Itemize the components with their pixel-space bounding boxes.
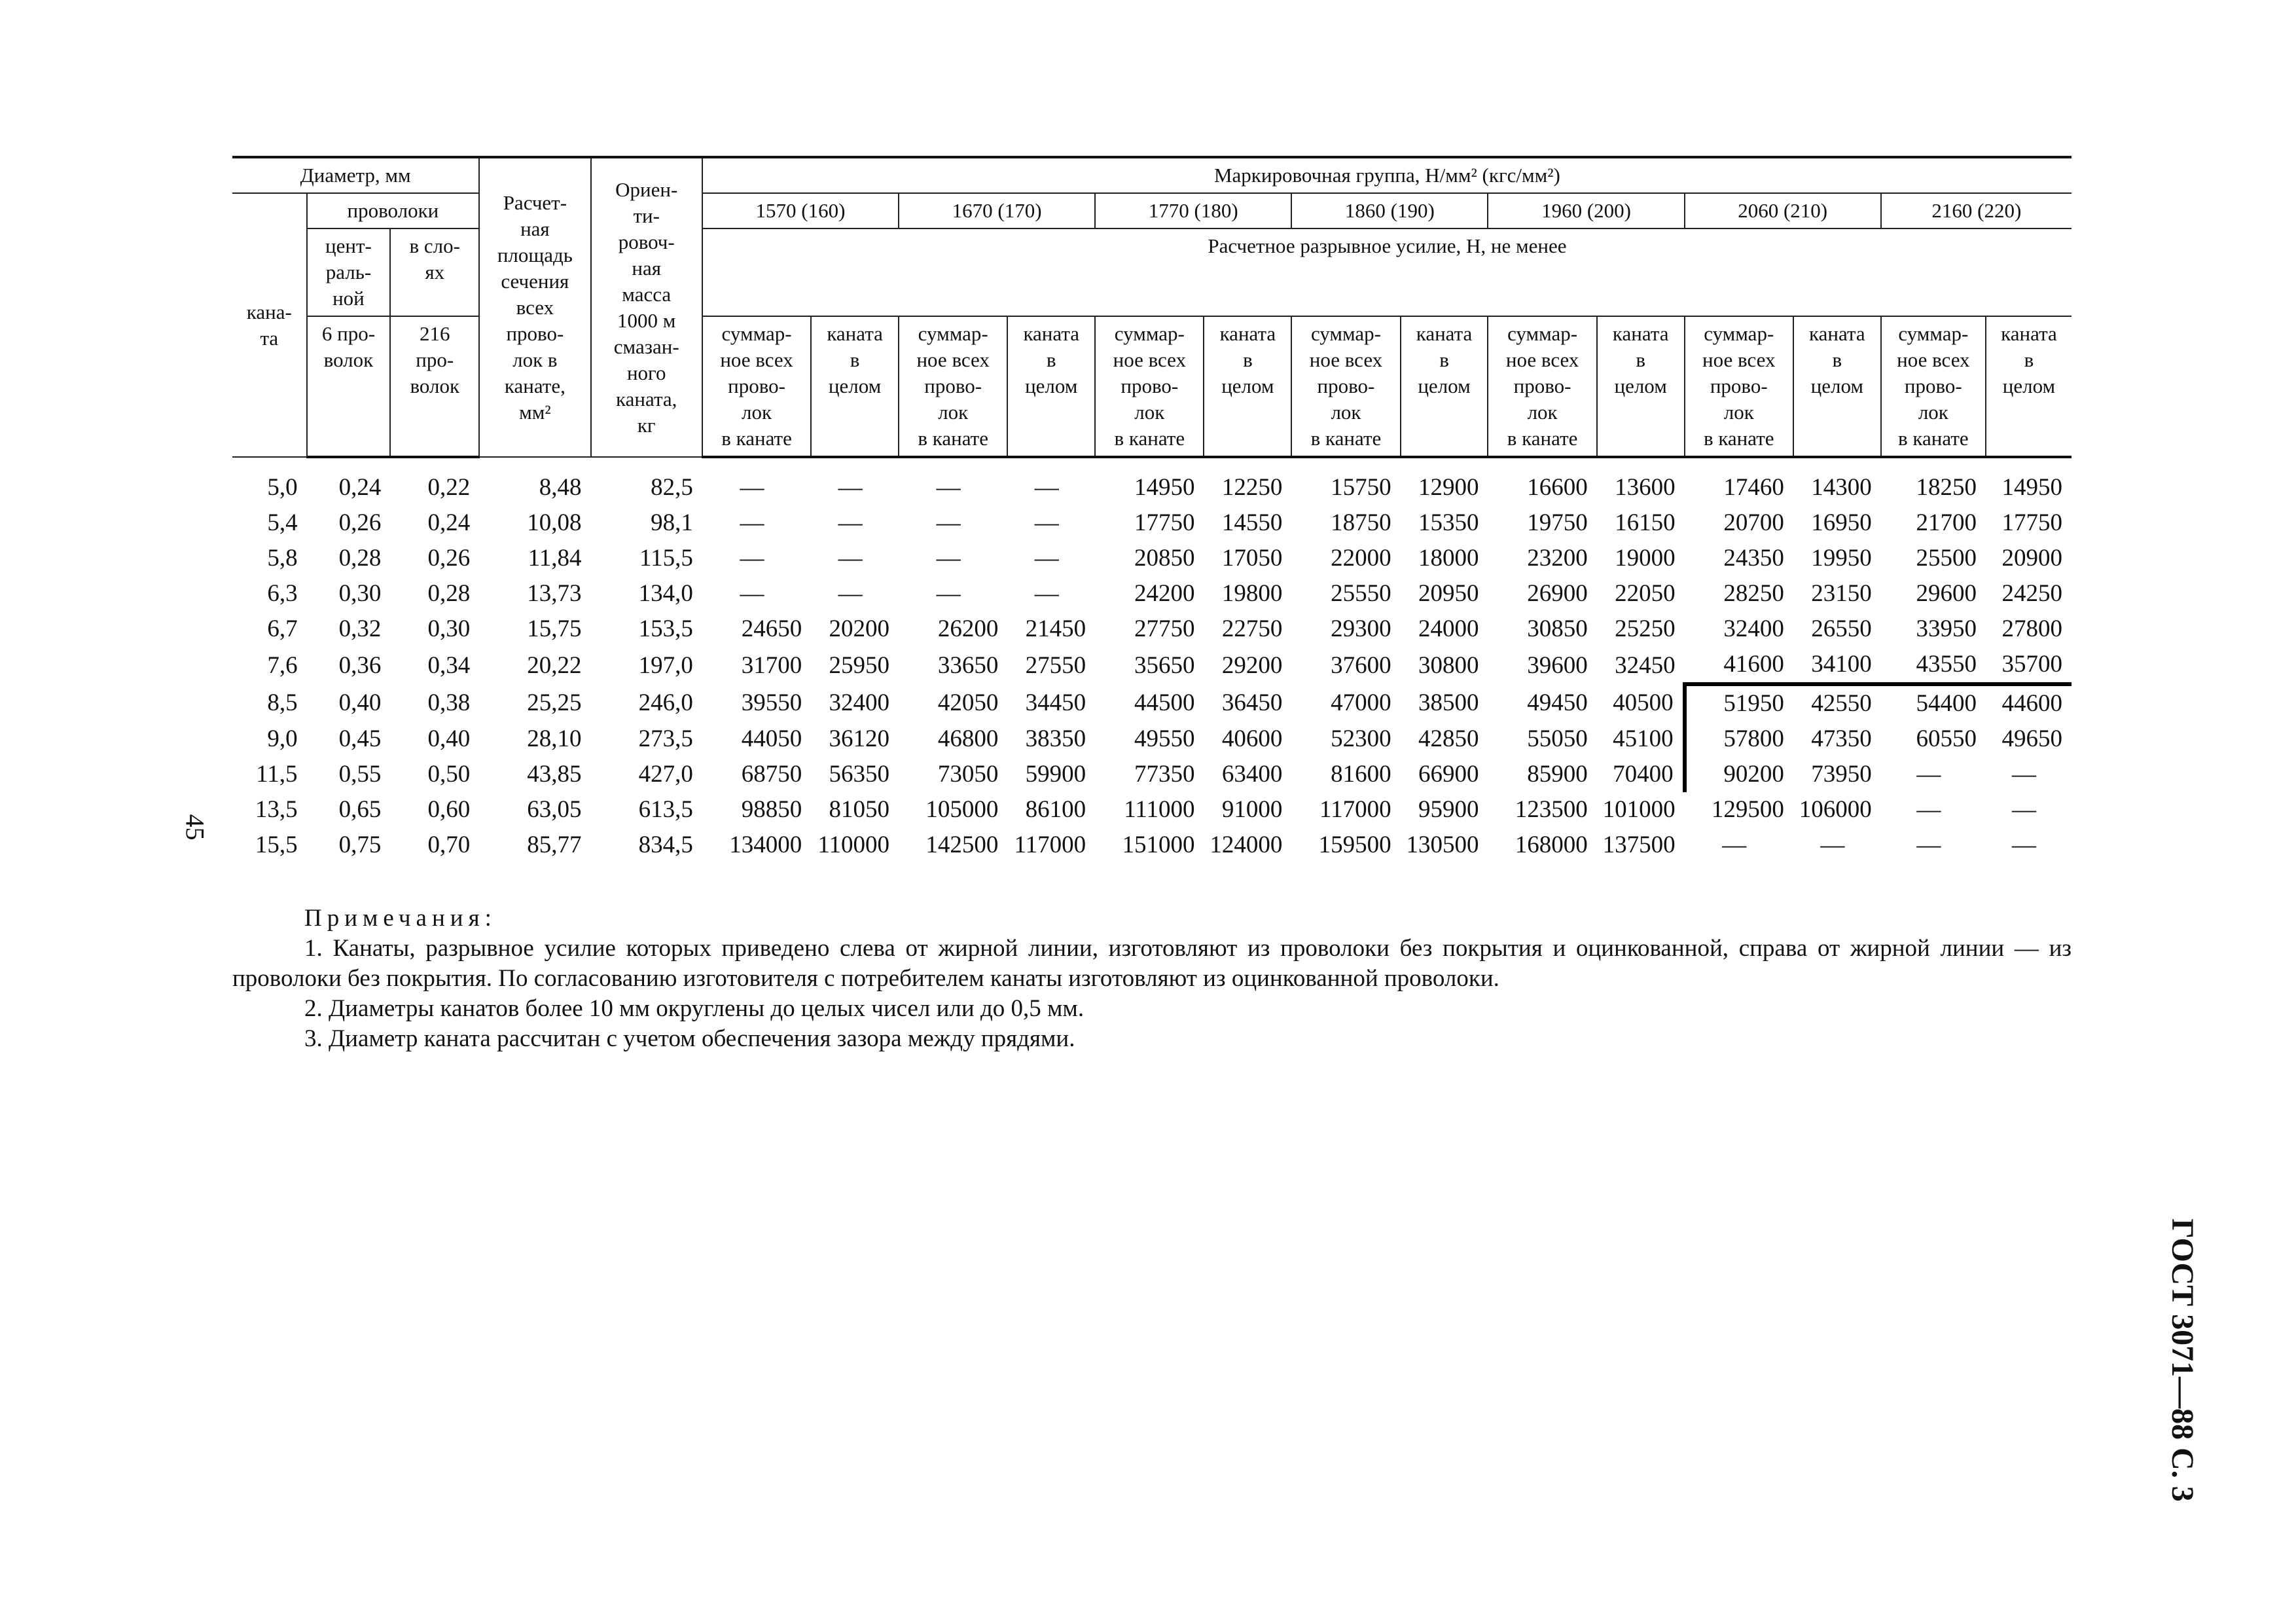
header-sum-wires: суммар- ное всех прово- лок в канате (1881, 316, 1986, 457)
table-cell: 45100 (1613, 725, 1674, 752)
table-cell: 0,34 (427, 651, 471, 679)
table-cell: 0,36 (338, 651, 382, 679)
table-cell: 106000 (1799, 796, 1872, 823)
header-sum-wires: суммар- ное всех прово- лок в канате (899, 316, 1007, 457)
table-cell: 17750 (1134, 509, 1195, 536)
table-cell: 43,85 (527, 761, 582, 788)
table-cell: — (1034, 580, 1059, 607)
table-cell: 32400 (1723, 615, 1784, 642)
table-cell: 98850 (741, 796, 802, 823)
table-body (232, 457, 2072, 863)
table-cell: 73950 (1811, 761, 1872, 788)
table-cell: 0,24 (427, 509, 471, 536)
table-cell: — (1034, 509, 1059, 536)
table-cell: 0,55 (338, 761, 382, 788)
table-cell: 38350 (1025, 725, 1086, 752)
table-cell: 23200 (1527, 545, 1588, 572)
table-cell: 29200 (1221, 651, 1283, 679)
table-cell: 63400 (1221, 761, 1283, 788)
table-cell: 101000 (1602, 796, 1676, 823)
table-cell: 168000 (1515, 831, 1588, 858)
header-sum-wires: суммар- ное всех прово- лок в канате (1685, 316, 1793, 457)
table-cell: 44600 (1986, 684, 2072, 721)
table-cell: 51950 (1685, 684, 1793, 721)
table-cell: 0,24 (338, 474, 382, 501)
table-cell: 0,28 (338, 545, 382, 572)
table-cell: — (936, 580, 961, 607)
table-cell: 36120 (829, 725, 890, 752)
table-cell: 47000 (1331, 689, 1391, 716)
table-cell: 32450 (1615, 651, 1676, 679)
table-cell: 15,75 (527, 615, 582, 642)
table-cell: 28,10 (527, 725, 582, 752)
table-cell: 130500 (1406, 831, 1479, 858)
table-cell: — (1820, 831, 1845, 858)
header-rope-diameter: кана- та (232, 193, 307, 457)
table-cell: 40500 (1613, 689, 1674, 716)
table-cell: 0,26 (427, 545, 471, 572)
header-group-title: Маркировочная группа, Н/мм² (кгс/мм²) (702, 157, 2072, 193)
table-cell: 70400 (1613, 761, 1674, 788)
table-cell: 57800 (1685, 721, 1793, 757)
table-cell: — (1916, 796, 1941, 823)
table-row (232, 684, 2072, 721)
table-cell: 55050 (1527, 725, 1588, 752)
table-cell: 49550 (1134, 725, 1195, 752)
table-cell: 0,60 (427, 796, 471, 823)
table-cell: 63,05 (527, 796, 582, 823)
table-cell: — (2011, 761, 2036, 788)
header-sum-wires: суммар- ное всех прово- лок в канате (1488, 316, 1596, 457)
table-cell: 151000 (1122, 831, 1195, 858)
table-cell: 38500 (1418, 689, 1479, 716)
table-row (232, 541, 2072, 576)
table-cell: 6,3 (267, 580, 298, 607)
table-cell: 142500 (925, 831, 999, 858)
table-cell: — (1034, 474, 1059, 501)
table-cell: 8,48 (539, 473, 582, 501)
header-group-1: 1570 (160) (702, 193, 899, 228)
table-cell: 20,22 (527, 651, 582, 679)
table-cell: 26550 (1811, 615, 1872, 642)
header-wires-216: 216 про- волок (390, 316, 479, 457)
table-cell: 27550 (1025, 651, 1086, 679)
table-cell: — (2011, 796, 2036, 823)
header-sum-wires: суммар- ное всех прово- лок в канате (702, 316, 811, 457)
note-1: 1. Канаты, разрывное усилие которых приведено слева от жирной линии, изготовляют из проволоки без покрытия и оцинкованной, справа от жирной линии — из проволоки без покрытия. По согласованию изготовителя с потребителем канаты изготовляют из оцинкованной проволоки. (232, 935, 2072, 992)
rope-specification-table (232, 156, 2072, 863)
table-cell: 34450 (1025, 689, 1086, 716)
table-cell: 11,5 (256, 761, 298, 788)
table-cell: 17750 (2001, 509, 2062, 536)
table-cell: 24350 (1723, 545, 1784, 572)
header-group-6: 2060 (210) (1685, 193, 1881, 228)
table-cell: 25550 (1331, 580, 1391, 607)
header-area: Расчет- ная площадь сечения всех прово- лок в канате, мм² (479, 157, 590, 457)
table-cell: 26900 (1527, 580, 1588, 607)
table-cell: 13,73 (527, 580, 582, 607)
header-rope-whole: каната в целом (1007, 316, 1095, 457)
table-cell: 246,0 (638, 689, 693, 716)
table-row (232, 828, 2072, 863)
table-cell: 25250 (1615, 615, 1676, 642)
table-cell: 31700 (741, 651, 802, 679)
page-number: 45 (180, 814, 210, 841)
table-cell: 16600 (1527, 474, 1588, 501)
table-cell: 0,22 (427, 474, 471, 501)
table-cell: 27750 (1134, 615, 1195, 642)
table-cell: 123500 (1515, 796, 1588, 823)
table-cell: 18000 (1418, 545, 1479, 572)
header-rope-whole: каната в целом (1597, 316, 1685, 457)
header-group-2: 1670 (170) (899, 193, 1095, 228)
table-cell: 117000 (1014, 831, 1086, 858)
table-cell: 20200 (829, 615, 890, 642)
table-cell: 11,84 (528, 545, 582, 572)
table-cell: 25950 (829, 651, 890, 679)
table-cell: 19000 (1615, 545, 1676, 572)
table-cell: 46800 (937, 725, 999, 752)
table-row (232, 611, 2072, 647)
table-cell: 427,0 (638, 761, 693, 788)
table-cell: 0,32 (338, 615, 382, 642)
table-cell: 12250 (1221, 474, 1283, 501)
table-cell: 52300 (1331, 725, 1391, 752)
table-cell: 35700 (2001, 651, 2062, 678)
table-cell: 18750 (1331, 509, 1391, 536)
header-rope-whole: каната в целом (1204, 316, 1291, 457)
table-cell: 159500 (1318, 831, 1391, 858)
table-cell: 0,38 (427, 689, 471, 716)
table-cell: 613,5 (638, 796, 693, 823)
table-cell: 44500 (1134, 689, 1195, 716)
table-cell: 42550 (1793, 684, 1881, 721)
table-cell: 110000 (817, 831, 890, 858)
table-cell: 7,6 (267, 651, 298, 679)
table-cell: 47350 (1811, 725, 1872, 752)
table-cell: 91000 (1221, 796, 1283, 823)
table-cell: 33650 (937, 651, 999, 679)
table-cell: 41600 (1723, 651, 1784, 678)
table-cell: 5,0 (267, 473, 298, 501)
table-cell: 85900 (1527, 761, 1588, 788)
standard-designation: ГОСТ 3071—88 С. 3 (2164, 1218, 2200, 1502)
table-cell: — (838, 474, 863, 501)
table-cell: 95900 (1418, 796, 1479, 823)
table-cell: 9,0 (267, 725, 298, 752)
header-layer-wires: в сло- ях (390, 228, 479, 316)
table-cell: 34100 (1811, 651, 1872, 678)
table-cell: 37600 (1331, 651, 1391, 679)
header-rope-whole: каната в целом (1793, 316, 1881, 457)
table-cell: 10,08 (527, 509, 582, 536)
table-cell: 42050 (937, 689, 999, 716)
table-cell: 12900 (1418, 474, 1479, 501)
table-cell: 0,30 (338, 580, 382, 607)
table-cell: 18250 (1916, 474, 1977, 501)
table-cell: 81050 (829, 796, 890, 823)
table-cell: 73050 (937, 761, 999, 788)
table-cell: 85,77 (527, 831, 582, 858)
table-cell: 13600 (1615, 474, 1676, 501)
table-row (232, 792, 2072, 828)
header-rope-whole: каната в целом (811, 316, 899, 457)
table-cell: 13,5 (255, 796, 298, 823)
table-cell: — (936, 474, 961, 501)
table-cell: 15350 (1418, 509, 1479, 536)
table-cell: 24650 (741, 615, 802, 642)
table-cell: 16150 (1615, 509, 1676, 536)
notes-section (232, 903, 2072, 1054)
table-cell: 28250 (1723, 580, 1784, 607)
table-cell: — (1034, 545, 1059, 572)
header-diameter: Диаметр, мм (232, 157, 479, 193)
table-row (232, 576, 2072, 611)
table-cell: 105000 (925, 796, 999, 823)
table-cell: 24000 (1418, 615, 1479, 642)
table-cell: 0,75 (338, 831, 382, 858)
table-cell: 44050 (741, 725, 802, 752)
table-cell: 17050 (1221, 545, 1283, 572)
table-cell: 14950 (2001, 474, 2062, 501)
table-cell: 81600 (1331, 761, 1391, 788)
header-wires: проволоки (307, 193, 480, 228)
header-group-4: 1860 (190) (1291, 193, 1488, 228)
table-cell: 33950 (1916, 615, 1977, 642)
table-cell: 60550 (1916, 725, 1977, 752)
header-mass: Ориен- ти- ровоч- ная масса 1000 м смазан- ного каната, кг (591, 157, 702, 457)
table-cell: 49450 (1527, 689, 1588, 716)
table-cell: 19800 (1221, 580, 1283, 607)
table-cell: 0,26 (338, 509, 382, 536)
table-cell: 25500 (1916, 545, 1977, 572)
table-cell: 0,28 (427, 580, 471, 607)
table-cell: — (838, 580, 863, 607)
table-cell: 197,0 (638, 651, 693, 679)
table-row (232, 647, 2072, 684)
table-cell: 24250 (2001, 580, 2062, 607)
table-cell: 98,1 (651, 509, 693, 536)
table-cell: 17460 (1723, 474, 1784, 501)
table-cell: 40600 (1221, 725, 1283, 752)
table-cell: 834,5 (638, 831, 693, 858)
table-cell: 0,50 (427, 761, 471, 788)
note-3: 3. Диаметр каната рассчитан с учетом обеспечения зазора между прядями. (304, 1025, 1075, 1052)
table-cell: 56350 (829, 761, 890, 788)
table-cell: 49650 (2001, 725, 2062, 752)
table-cell: 111000 (1124, 796, 1195, 823)
table-cell: 77350 (1134, 761, 1195, 788)
table-cell: — (740, 545, 764, 572)
table-row (232, 721, 2072, 757)
table-cell: 66900 (1418, 761, 1479, 788)
table-cell: — (936, 545, 961, 572)
table-cell: 0,40 (427, 725, 471, 752)
rope-table-container (232, 156, 2072, 863)
table-cell: — (1916, 761, 1941, 788)
table-cell: — (740, 474, 764, 501)
table-cell: 20700 (1723, 509, 1784, 536)
header-force-title: Расчетное разрывное усилие, Н, не менее (702, 228, 2072, 316)
table-cell: 14300 (1811, 474, 1872, 501)
table-cell: 24200 (1134, 580, 1195, 607)
table-cell: 19950 (1811, 545, 1872, 572)
table-cell: 25,25 (527, 689, 582, 716)
table-cell: 117000 (1319, 796, 1391, 823)
table-cell: 54400 (1881, 684, 1986, 721)
table-row (232, 757, 2072, 792)
header-group-3: 1770 (180) (1095, 193, 1291, 228)
table-cell: 29300 (1331, 615, 1391, 642)
table-cell: 82,5 (651, 473, 693, 501)
table-cell: 0,65 (338, 796, 382, 823)
table-cell: 20950 (1418, 580, 1479, 607)
table-cell: 86100 (1025, 796, 1086, 823)
table-cell: 0,40 (338, 689, 382, 716)
table-cell: 36450 (1221, 689, 1283, 716)
table-cell: 14950 (1134, 474, 1195, 501)
table-cell: 30800 (1418, 651, 1479, 679)
table-cell: 20850 (1134, 545, 1195, 572)
table-cell: 42850 (1418, 725, 1479, 752)
table-cell: 20900 (2001, 545, 2062, 572)
table-cell: 39550 (741, 689, 802, 716)
table-cell: — (740, 509, 764, 536)
table-cell: — (2011, 831, 2036, 858)
table-cell: 68750 (741, 761, 802, 788)
table-cell: 5,8 (267, 545, 298, 572)
table-cell: 22750 (1221, 615, 1283, 642)
header-wires-6: 6 про- волок (307, 316, 391, 457)
table-cell: 8,5 (267, 689, 298, 716)
table-cell: 15750 (1331, 474, 1391, 501)
header-central-wire: цент- раль- ной (307, 228, 391, 316)
table-cell: — (740, 580, 764, 607)
table-cell: 21700 (1916, 509, 1977, 536)
table-cell: 90200 (1685, 757, 1793, 792)
table-cell: 153,5 (638, 615, 693, 642)
table-cell: 0,30 (427, 615, 471, 642)
header-sum-wires: суммар- ное всех прово- лок в канате (1095, 316, 1204, 457)
header-group-7: 2160 (220) (1881, 193, 2072, 228)
header-rope-whole: каната в целом (1401, 316, 1488, 457)
table-cell: 29600 (1916, 580, 1977, 607)
table-cell: 27800 (2001, 615, 2062, 642)
table-cell: 43550 (1916, 651, 1977, 678)
table-cell: 14550 (1221, 509, 1283, 536)
table-cell: 26200 (937, 615, 999, 642)
table-cell: 15,5 (255, 831, 298, 858)
notes-title: Примечания: (304, 905, 497, 932)
table-cell: 273,5 (638, 725, 693, 752)
table-header (232, 157, 2072, 457)
table-cell: 0,45 (338, 725, 382, 752)
table-cell: 23150 (1811, 580, 1872, 607)
table-cell: 137500 (1602, 831, 1676, 858)
table-cell: 22000 (1331, 545, 1391, 572)
table-cell: 19750 (1527, 509, 1588, 536)
table-cell: — (936, 509, 961, 536)
header-sum-wires: суммар- ное всех прово- лок в канате (1291, 316, 1400, 457)
header-group-5: 1960 (200) (1488, 193, 1684, 228)
table-cell: 22050 (1615, 580, 1676, 607)
table-cell: 129500 (1711, 796, 1784, 823)
table-cell: 16950 (1811, 509, 1872, 536)
table-cell: 39600 (1527, 651, 1588, 679)
table-row (232, 505, 2072, 541)
table-cell: 124000 (1210, 831, 1283, 858)
table-row (232, 457, 2072, 505)
table-cell: 59900 (1025, 761, 1086, 788)
header-rope-whole: каната в целом (1986, 316, 2072, 457)
table-cell: 0,70 (427, 831, 471, 858)
table-cell: 134,0 (638, 580, 693, 607)
table-cell: 134000 (729, 831, 802, 858)
table-cell: 30850 (1527, 615, 1588, 642)
table-cell: 21450 (1025, 615, 1086, 642)
table-cell: — (838, 545, 863, 572)
table-cell: 115,5 (639, 545, 693, 572)
table-cell: 6,7 (267, 615, 298, 642)
table-cell: 35650 (1134, 651, 1195, 679)
table-cell: 5,4 (267, 509, 298, 536)
note-2: 2. Диаметры канатов более 10 мм округлены до целых чисел или до 0,5 мм. (304, 995, 1085, 1022)
table-cell: 32400 (829, 689, 890, 716)
table-cell: — (1916, 831, 1941, 858)
table-cell: — (1722, 831, 1747, 858)
table-cell: — (838, 509, 863, 536)
